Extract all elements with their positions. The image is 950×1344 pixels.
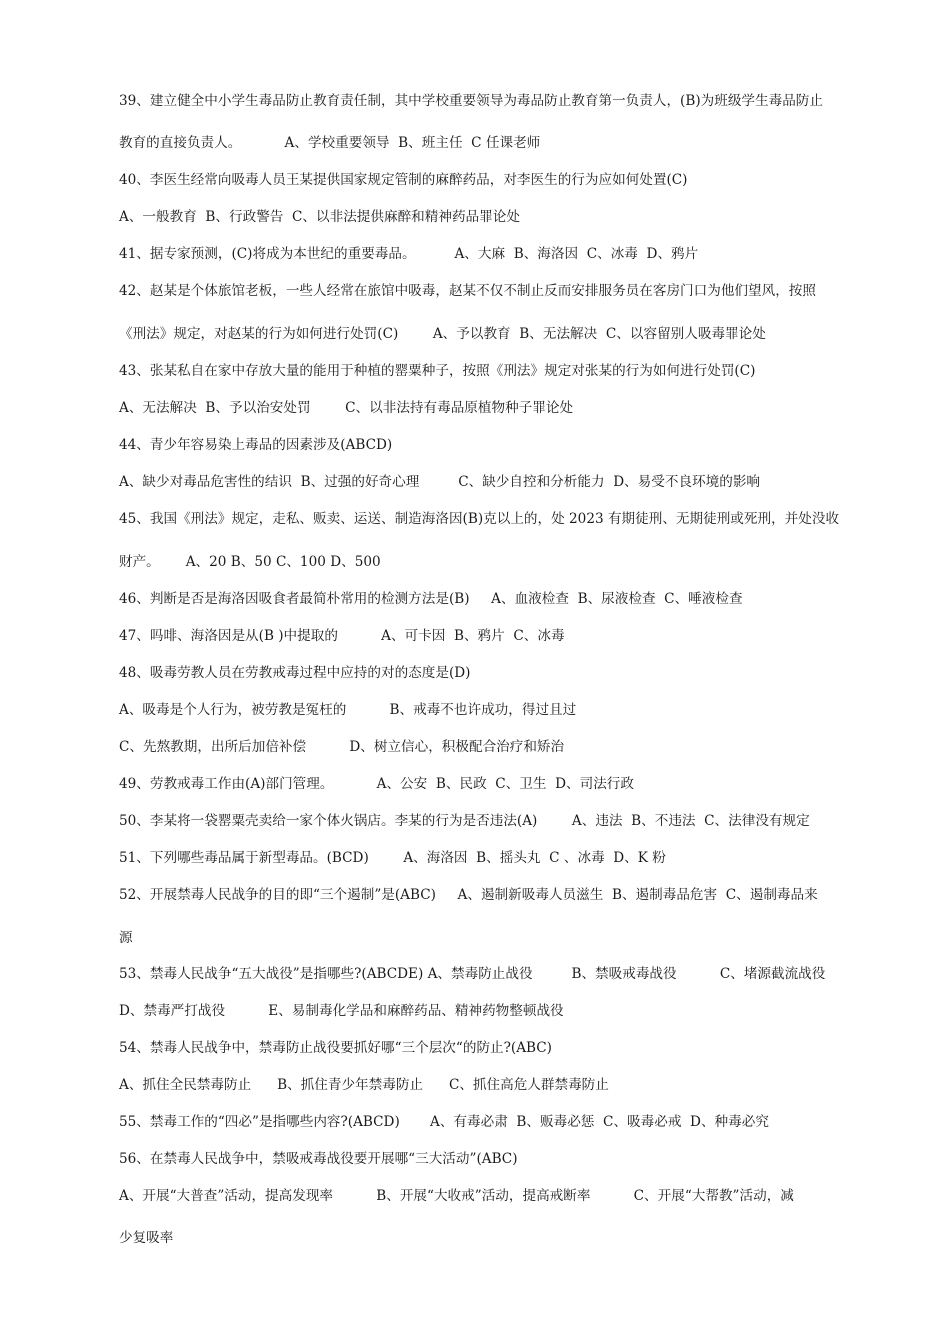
q43-options: A、无法解决 B、予以治安处罚 C、以非法持有毒品原植物种子罪论处 xyxy=(119,400,574,416)
q40-question: 40、李医生经常向吸毒人员王某提供国家规定管制的麻醉药品，对李医生的行为应如何处置(C) xyxy=(119,172,688,188)
q49-line: 49、劳教戒毒工作由(A)部门管理。 A、公安 B、民政 C、卫生 D、司法行政 xyxy=(119,776,634,792)
q48-options-cd: C、先熬教期，出所后加倍补偿 D、树立信心，积极配合治疗和矫治 xyxy=(119,739,565,755)
q55-line: 55、禁毒工作的“四必”是指哪些内容?(ABCD) A、有毒必肃 B、贩毒必惩 C、吸毒必戒 D、种毒必究 xyxy=(119,1114,769,1130)
q41-line: 41、据专家预测，(C)将成为本世纪的重要毒品。 A、大麻 B、海洛因 C、冰毒 D、鸦片 xyxy=(119,246,699,262)
q47-line: 47、吗啡、海洛因是从(B )中提取的 A、可卡因 B、鸦片 C、冰毒 xyxy=(119,628,565,644)
q53-line-1: 53、禁毒人民战争“五大战役”是指哪些?(ABCDE) A、禁毒防止战役 B、禁吸戒毒战役 C、堵源截流战役 xyxy=(119,966,826,982)
q56-question: 56、在禁毒人民战争中，禁吸戒毒战役要开展哪“三大活动”(ABC) xyxy=(119,1151,518,1167)
q42-line-2: 《刑法》规定，对赵某的行为如何进行处罚(C) A、予以教育 B、无法解决 C、以容留别人吸毒罪论处 xyxy=(119,326,766,342)
q45-line-2: 财产。 A、20 B、50 C、100 D、500 xyxy=(119,554,381,570)
q54-options: A、抓住全民禁毒防止 B、抓住青少年禁毒防止 C、抓住高危人群禁毒防止 xyxy=(119,1077,609,1093)
q54-question: 54、禁毒人民战争中，禁毒防止战役要抓好哪“三个层次“的防止?(ABC) xyxy=(119,1040,552,1056)
q46-line: 46、判断是否是海洛因吸食者最简朴常用的检测方法是(B) A、血液检查 B、尿液检查 C、唾液检查 xyxy=(119,591,743,607)
q52-line-2: 源 xyxy=(119,930,133,946)
q39-line-1: 39、建立健全中小学生毒品防止教育责任制，其中学校重要领导为毒品防止教育第一负责人，(B)为班级学生毒品防止 xyxy=(119,93,823,109)
q56-options-line-2: 少复吸率 xyxy=(119,1230,174,1246)
q43-question: 43、张某私自在家中存放大量的能用于种植的罂粟种子，按照《刑法》规定对张某的行为如何进行处罚(C) xyxy=(119,363,756,379)
q56-options-line-1: A、开展“大普查”活动，提高发现率 B、开展“大收戒”活动，提高戒断率 C、开展“大帮教”活动，减 xyxy=(119,1188,794,1204)
q48-question: 48、吸毒劳教人员在劳教戒毒过程中应持的对的态度是(D) xyxy=(119,665,471,681)
q50-line: 50、李某将一袋罂粟壳卖给一家个体火锅店。李某的行为是否违法(A) A、违法 B、不违法 C、法律没有规定 xyxy=(119,813,810,829)
q52-line-1: 52、开展禁毒人民战争的目的即“三个遏制”是(ABC) A、遏制新吸毒人员滋生 B、遏制毒品危害 C、遏制毒品来 xyxy=(119,887,818,903)
q48-options-ab: A、吸毒是个人行为，被劳教是冤枉的 B、戒毒不也许成功，得过且过 xyxy=(119,702,577,718)
q42-line-1: 42、赵某是个体旅馆老板，一些人经常在旅馆中吸毒，赵某不仅不制止反而安排服务员在客房门口为他们望风，按照 xyxy=(119,283,816,299)
q51-line: 51、下列哪些毒品属于新型毒品。(BCD) A、海洛因 B、摇头丸 C 、冰毒 D、K 粉 xyxy=(119,850,666,866)
q44-question: 44、青少年容易染上毒品的因素涉及(ABCD) xyxy=(119,437,393,453)
q39-line-2: 教育的直接负责人。 A、学校重要领导 B、班主任 C 任课老师 xyxy=(119,135,541,151)
q53-line-2: D、禁毒严打战役 E、易制毒化学品和麻醉药品、精神药物整顿战役 xyxy=(119,1003,564,1019)
q44-options: A、缺少对毒品危害性的结识 B、过强的好奇心理 C、缺少自控和分析能力 D、易受不良环境的影响 xyxy=(119,474,761,490)
q40-options: A、一般教育 B、行政警告 C、以非法提供麻醉和精神药品罪论处 xyxy=(119,209,520,225)
q45-line-1: 45、我国《刑法》规定，走私、贩卖、运送、制造海洛因(B)克以上的，处 2023 有期徒刑、无期徒刑或死刑，并处没收 xyxy=(119,511,840,527)
